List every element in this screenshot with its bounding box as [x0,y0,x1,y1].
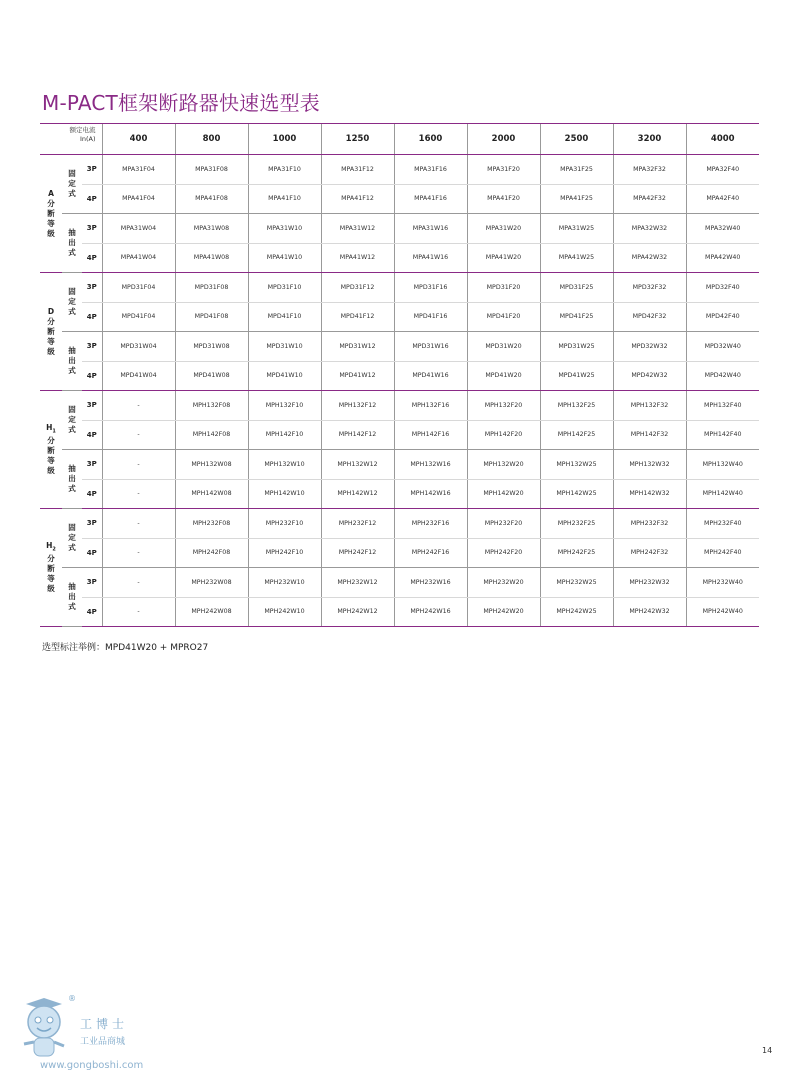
model-code-cell: MPH232W25 [540,568,613,598]
model-code-cell: MPA41W16 [394,243,467,273]
mount-char: 抽 [68,228,76,237]
table-row [40,332,759,362]
model-code-cell: MPD42F32 [613,302,686,332]
model-code-cell: MPH232F40 [686,509,759,539]
model-code-cell: MPH142F20 [467,420,540,450]
pole-label: 3P [82,568,102,598]
pole-label: 4P [82,420,102,450]
current-header-2000: 2000 [467,124,540,155]
model-code-cell: MPD41W10 [248,361,321,391]
model-code-cell: MPH242W25 [540,597,613,627]
table-row [40,538,759,568]
model-code-cell: MPH142W10 [248,479,321,509]
model-code-cell: MPH232W16 [394,568,467,598]
mount-char: 抽 [68,582,76,591]
selection-example-note: 选型标注举例：MPD41W20 + MPRO27 [42,643,209,653]
model-code-cell: MPD31F12 [321,273,394,303]
model-code-cell: MPA42F32 [613,184,686,214]
header-row [40,124,759,155]
pole-label: 3P [82,391,102,421]
model-code-cell: MPH232W08 [175,568,248,598]
model-code-cell: MPD42W32 [613,361,686,391]
table-row [40,391,759,421]
pole-label: 4P [82,243,102,273]
mount-char: 定 [68,179,76,188]
model-code-cell: MPH132W20 [467,450,540,480]
mount-char: 固 [68,405,76,414]
model-code-cell: MPH232W10 [248,568,321,598]
mounting-type-label [62,568,82,627]
grade-char: 分 [47,316,55,326]
grade-char: 级 [47,466,55,476]
model-code-cell: MPD31W20 [467,332,540,362]
model-code-cell: MPA31F04 [102,155,175,185]
model-code-cell: MPD31F16 [394,273,467,303]
pole-label: 4P [82,361,102,391]
model-code-cell: MPA41W25 [540,243,613,273]
selection-table [40,123,759,627]
model-code-cell: - [102,568,175,598]
model-code-cell: MPA31F25 [540,155,613,185]
model-code-cell: MPH242W40 [686,597,759,627]
grade-letter: A [48,188,54,198]
table-row [40,479,759,509]
mounting-type-label [62,332,82,391]
pole-label: 4P [82,538,102,568]
mount-char: 固 [68,169,76,178]
model-code-cell: MPH132W08 [175,450,248,480]
model-code-cell: MPH142F25 [540,420,613,450]
mount-char: 式 [68,189,76,198]
model-code-cell: MPH232W12 [321,568,394,598]
model-code-cell: MPH232F25 [540,509,613,539]
grade-char: 等 [47,456,55,466]
pole-label: 4P [82,479,102,509]
grade-char: 级 [47,346,55,356]
current-header-2500: 2500 [540,124,613,155]
table-row [40,184,759,214]
model-code-cell: - [102,420,175,450]
watermark-tagline: 工业品商城 [80,1037,126,1047]
model-code-cell: MPD41W08 [175,361,248,391]
model-code-cell: MPH242F25 [540,538,613,568]
model-code-cell: MPA41W20 [467,243,540,273]
mounting-type-label [62,155,82,214]
mount-char: 式 [68,366,76,375]
model-code-cell: MPD41F16 [394,302,467,332]
model-code-cell: MPA41F20 [467,184,540,214]
mount-char: 出 [68,238,76,247]
model-code-cell: MPA42W40 [686,243,759,273]
model-code-cell: MPD41F20 [467,302,540,332]
pole-label: 3P [82,332,102,362]
mounting-type-label [62,273,82,332]
model-code-cell: MPH132F12 [321,391,394,421]
model-code-cell: MPA41F10 [248,184,321,214]
corner-label-line1: 额定电流 [69,126,96,134]
model-code-cell: MPA41F12 [321,184,394,214]
mount-char: 式 [68,425,76,434]
model-code-cell: MPD31W10 [248,332,321,362]
mount-char: 式 [68,484,76,493]
model-code-cell: MPH142W16 [394,479,467,509]
table-row [40,420,759,450]
model-code-cell: MPH242F32 [613,538,686,568]
pole-label: 3P [82,450,102,480]
model-code-cell: MPH132W12 [321,450,394,480]
model-code-cell: MPA32F32 [613,155,686,185]
model-code-cell: MPD31F25 [540,273,613,303]
model-code-cell: MPA31F08 [175,155,248,185]
model-code-cell: MPA31W25 [540,214,613,244]
table-row [40,243,759,273]
model-code-cell: MPH232F12 [321,509,394,539]
breaking-grade-label [40,391,62,509]
model-code-cell: MPH132F16 [394,391,467,421]
model-code-cell: MPH142W20 [467,479,540,509]
current-header-3200: 3200 [613,124,686,155]
model-code-cell: MPH232W40 [686,568,759,598]
table-row [40,361,759,391]
current-header-1600: 1600 [394,124,467,155]
model-code-cell: MPH242F08 [175,538,248,568]
grade-char: 分 [47,198,55,208]
model-code-cell: MPH132F10 [248,391,321,421]
model-code-cell: MPD41W12 [321,361,394,391]
mount-char: 出 [68,474,76,483]
model-code-cell: MPA42F40 [686,184,759,214]
model-code-cell: MPH242F20 [467,538,540,568]
model-code-cell: MPH232F16 [394,509,467,539]
model-code-cell: MPA31W10 [248,214,321,244]
registered-mark: ® [68,994,76,1003]
breaking-grade-label [40,155,62,273]
model-code-cell: MPH232F20 [467,509,540,539]
model-code-cell: MPD41F25 [540,302,613,332]
model-code-cell: - [102,391,175,421]
table-row [40,302,759,332]
pole-label: 3P [82,509,102,539]
model-code-cell: MPH242W16 [394,597,467,627]
grade-subscript: 2 [52,546,56,553]
model-code-cell: MPH142W08 [175,479,248,509]
model-code-cell: MPH132W32 [613,450,686,480]
current-header-4000: 4000 [686,124,759,155]
pole-label: 4P [82,597,102,627]
model-code-cell: MPH142F16 [394,420,467,450]
model-code-cell: MPH242F10 [248,538,321,568]
mount-char: 定 [68,533,76,542]
model-code-cell: MPA31W08 [175,214,248,244]
model-code-cell: MPH142F12 [321,420,394,450]
model-code-cell: MPH132W40 [686,450,759,480]
model-code-cell: MPH232F08 [175,509,248,539]
model-code-cell: MPA32F40 [686,155,759,185]
pole-label: 4P [82,302,102,332]
model-code-cell: MPH142W40 [686,479,759,509]
watermark-brand: 工博士 [80,1017,129,1031]
model-code-cell: MPD32W32 [613,332,686,362]
pole-label: 3P [82,273,102,303]
model-code-cell: MPH142W12 [321,479,394,509]
page-title: M-PACT框架断路器快速选型表 [42,91,320,115]
grade-char: 断 [47,446,55,456]
model-code-cell: MPA31F20 [467,155,540,185]
model-code-cell: MPA32W40 [686,214,759,244]
model-code-cell: MPH232F32 [613,509,686,539]
pole-label: 3P [82,155,102,185]
watermark-url: www.gongboshi.com [40,1060,144,1071]
model-code-cell: MPA31F16 [394,155,467,185]
model-code-cell: MPD41F10 [248,302,321,332]
mount-char: 出 [68,356,76,365]
model-code-cell: - [102,597,175,627]
breaking-grade-label [40,273,62,391]
model-code-cell: MPA32W32 [613,214,686,244]
model-code-cell: MPA31F12 [321,155,394,185]
mount-char: 定 [68,297,76,306]
grade-char: 断 [47,564,55,574]
model-code-cell: MPH242W12 [321,597,394,627]
model-code-cell: MPA41W04 [102,243,175,273]
model-code-cell: MPD31W25 [540,332,613,362]
model-code-cell: MPD41W25 [540,361,613,391]
pole-label: 3P [82,214,102,244]
model-code-cell: MPA41F08 [175,184,248,214]
mount-char: 抽 [68,346,76,355]
model-code-cell: MPA31W04 [102,214,175,244]
model-code-cell: MPD41F04 [102,302,175,332]
mount-char: 式 [68,307,76,316]
page-number: 14 [762,1046,773,1055]
table-row [40,509,759,539]
mounting-type-label [62,450,82,509]
grade-char: 分 [47,436,55,446]
model-code-cell: MPD32F32 [613,273,686,303]
model-code-cell: MPA41F16 [394,184,467,214]
model-code-cell: MPA41W08 [175,243,248,273]
model-code-cell: MPH142F10 [248,420,321,450]
model-code-cell: MPH142W32 [613,479,686,509]
corner-label-line2: In(A) [79,135,96,143]
current-header-800: 800 [175,124,248,155]
model-code-cell: MPD31W08 [175,332,248,362]
model-code-cell: MPH242W08 [175,597,248,627]
current-header-1250: 1250 [321,124,394,155]
model-code-cell: MPD42F40 [686,302,759,332]
breaking-grade-label [40,509,62,627]
mount-char: 式 [68,248,76,257]
model-code-cell: MPA41W12 [321,243,394,273]
table-row [40,450,759,480]
model-code-cell: - [102,479,175,509]
model-code-cell: MPA31W12 [321,214,394,244]
model-code-cell: MPH132W25 [540,450,613,480]
model-code-cell: MPH142W25 [540,479,613,509]
model-code-cell: MPH142F40 [686,420,759,450]
grade-char: 级 [47,228,55,238]
pole-label: 4P [82,184,102,214]
grade-char: 断 [47,326,55,336]
model-code-cell: MPA41F25 [540,184,613,214]
grade-letter: H [46,540,53,550]
model-code-cell: MPD41F12 [321,302,394,332]
model-code-cell: MPH242W20 [467,597,540,627]
model-code-cell: MPD41W20 [467,361,540,391]
model-code-cell: MPA41W10 [248,243,321,273]
model-code-cell: MPH232W32 [613,568,686,598]
current-header-400: 400 [102,124,175,155]
model-code-cell: MPD31F08 [175,273,248,303]
model-code-cell: MPH132W10 [248,450,321,480]
model-code-cell: MPA41F04 [102,184,175,214]
model-code-cell: - [102,509,175,539]
table-row [40,597,759,627]
model-code-cell: MPD41W04 [102,361,175,391]
model-code-cell: MPD42W40 [686,361,759,391]
table-row [40,214,759,244]
table-row [40,273,759,303]
mount-char: 固 [68,287,76,296]
model-code-cell: MPD31F04 [102,273,175,303]
model-code-cell: MPD32F40 [686,273,759,303]
model-code-cell: MPH132F32 [613,391,686,421]
model-code-cell: MPD32W40 [686,332,759,362]
grade-char: 级 [47,584,55,594]
mount-char: 抽 [68,464,76,473]
mount-char: 出 [68,592,76,601]
model-code-cell: MPD31W12 [321,332,394,362]
table-body [40,155,759,627]
model-code-cell: MPH242F40 [686,538,759,568]
model-code-cell: MPA42W32 [613,243,686,273]
model-code-cell: MPH142F32 [613,420,686,450]
model-code-cell: MPH142F08 [175,420,248,450]
model-code-cell: MPH132F08 [175,391,248,421]
mount-char: 式 [68,602,76,611]
current-header-1000: 1000 [248,124,321,155]
model-code-cell: MPH132W16 [394,450,467,480]
model-code-cell: MPD31W16 [394,332,467,362]
grade-char: 分 [47,554,55,564]
mounting-type-label [62,391,82,450]
model-code-cell: MPH242F12 [321,538,394,568]
table-row [40,155,759,185]
grade-letter: D [47,306,55,316]
model-code-cell: MPD41W16 [394,361,467,391]
grade-letter: H [46,422,53,432]
model-code-cell: MPD31F20 [467,273,540,303]
model-code-cell: MPH242W10 [248,597,321,627]
mount-char: 固 [68,523,76,532]
model-code-cell: MPH132F20 [467,391,540,421]
model-code-cell: MPD31W04 [102,332,175,362]
grade-char: 等 [47,218,55,228]
model-code-cell: MPH242F16 [394,538,467,568]
corner-label [40,124,102,155]
mounting-type-label [62,214,82,273]
model-code-cell: MPH242W32 [613,597,686,627]
grade-char: 等 [47,336,55,346]
model-code-cell: MPA31W16 [394,214,467,244]
model-code-cell: MPH232W20 [467,568,540,598]
model-code-cell: MPA31F10 [248,155,321,185]
model-code-cell: MPH132F25 [540,391,613,421]
model-code-cell: - [102,538,175,568]
mount-char: 定 [68,415,76,424]
model-code-cell: MPD31F10 [248,273,321,303]
model-code-cell: MPA31W20 [467,214,540,244]
table-row [40,568,759,598]
model-code-cell: - [102,450,175,480]
model-code-cell: MPH232F10 [248,509,321,539]
model-code-cell: MPH132F40 [686,391,759,421]
model-code-cell: MPD41F08 [175,302,248,332]
grade-subscript: 1 [52,428,56,435]
mount-char: 式 [68,543,76,552]
mounting-type-label [62,509,82,568]
grade-char: 等 [47,574,55,584]
grade-char: 断 [47,208,55,218]
